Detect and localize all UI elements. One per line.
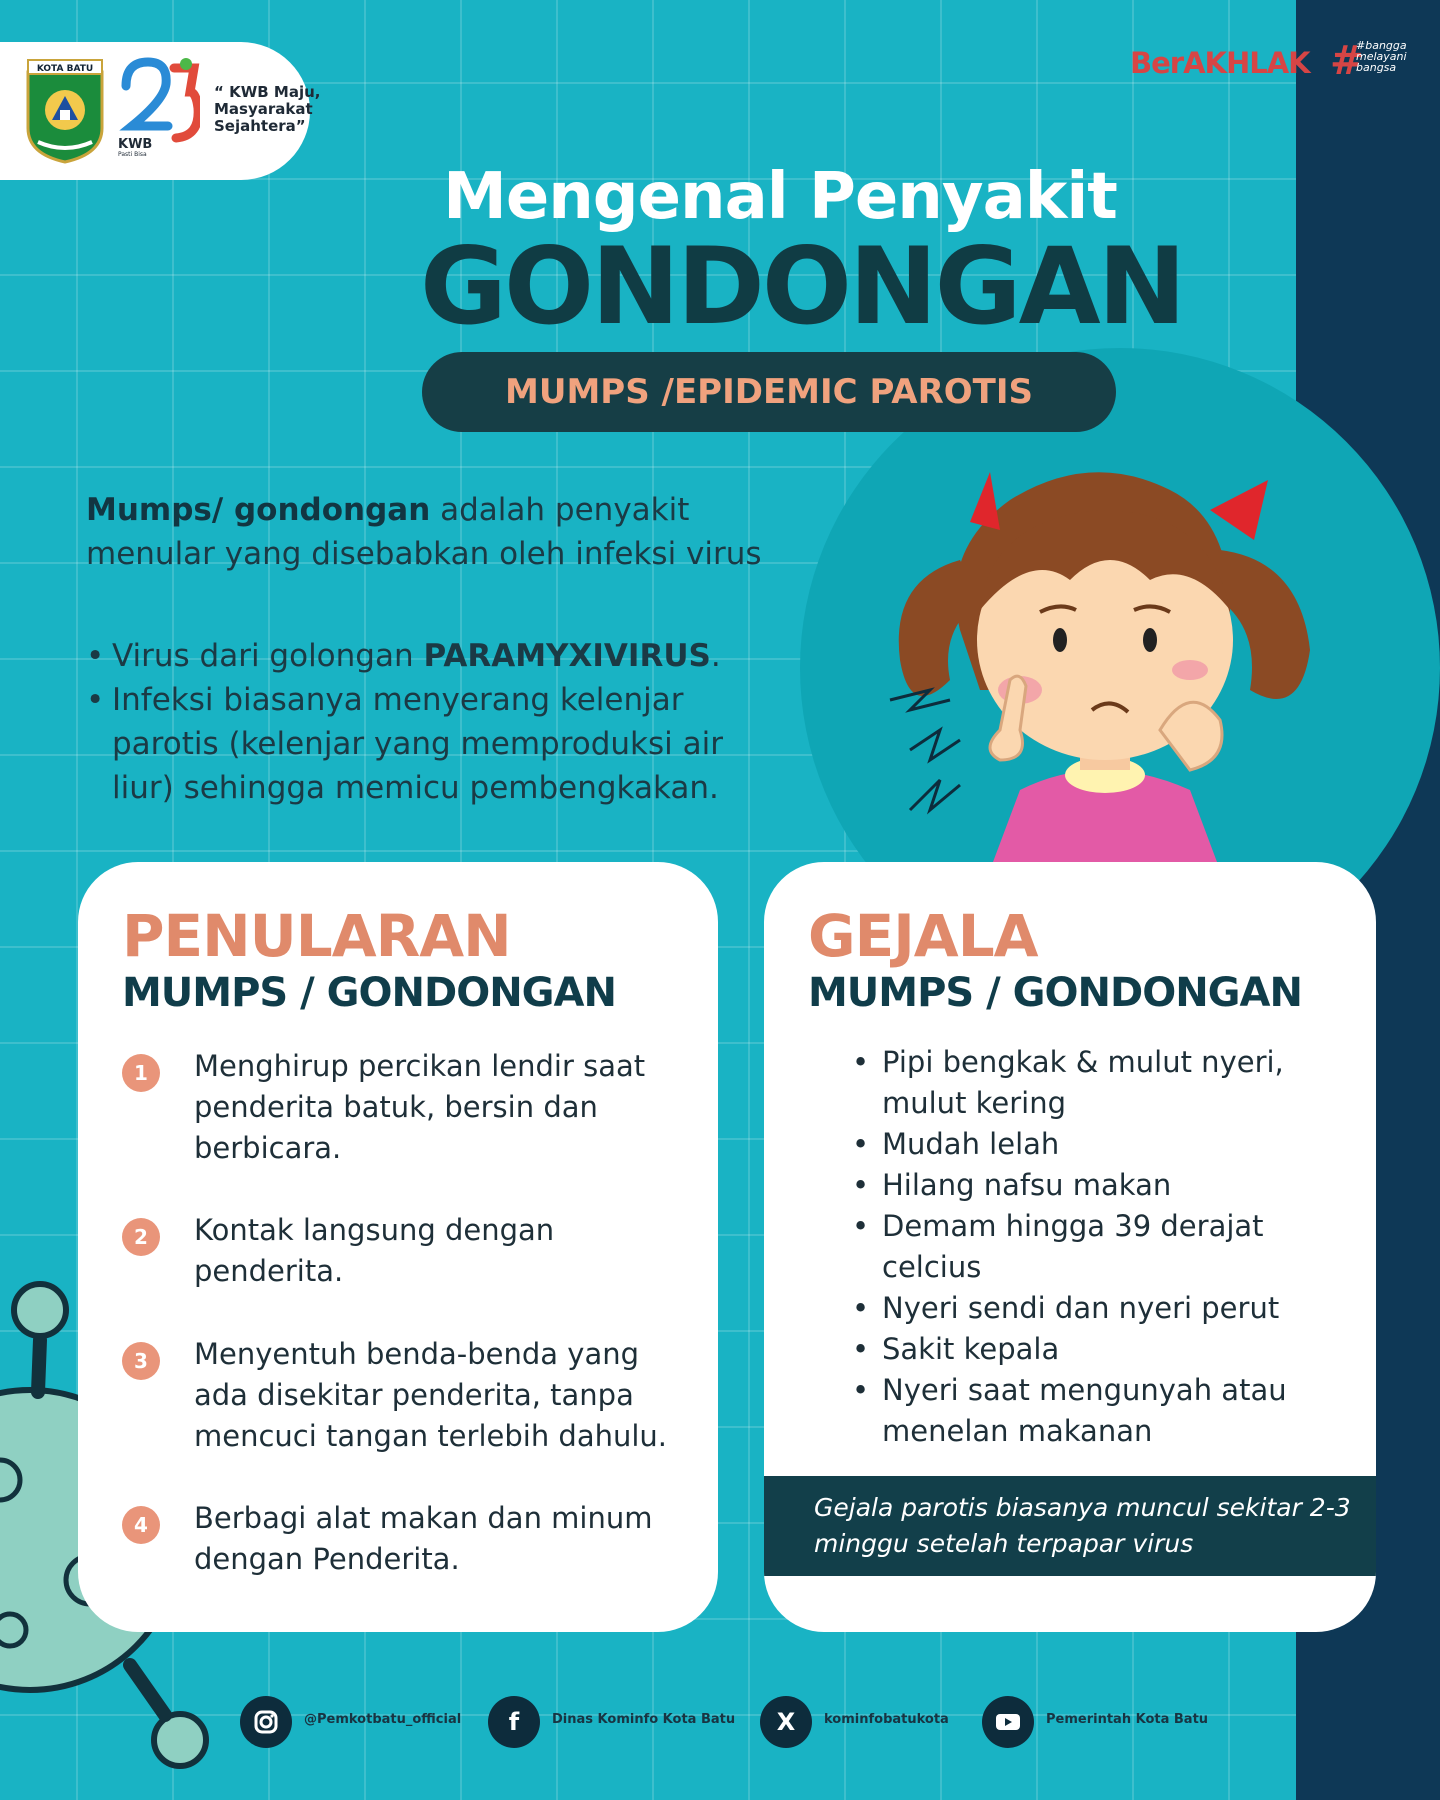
gejala-list — [852, 1042, 1352, 1452]
slogan: “ KWB Maju, Masyarakat Sejahtera” — [214, 83, 321, 135]
anniversary-label: KWB — [118, 137, 153, 152]
intro-bullet-1: • Virus dari golongan PARAMYXIVIRUS. — [86, 634, 786, 678]
intro-text: adalah penyakit menular yang disebabkan oleh infeksi virus — [86, 492, 762, 572]
youtube-icon — [982, 1696, 1034, 1748]
gejala-item: • Hilang nafsu makan — [852, 1165, 1352, 1206]
intro-bullet-2: • Infeksi biasanya menyerang kelenjar parotis (kelenjar yang memproduksi air liur) sehingga memicu pembengkakan. — [86, 678, 786, 810]
crest-icon — [24, 58, 106, 164]
penularan-item-text: Kontak langsung dengan penderita. — [194, 1213, 555, 1288]
gejala-note: Gejala parotis biasanya muncul sekitar 2-3 minggu setelah terpapar virus — [814, 1493, 1351, 1558]
number-badge: 4 — [122, 1506, 160, 1544]
gejala-item: • Nyeri saat mengunyah atau menelan makanan — [852, 1370, 1352, 1452]
intro-bullets — [86, 634, 786, 810]
youtube-handle: Pemerintah Kota Batu — [1046, 1712, 1209, 1727]
penularan-item-text: Berbagi alat makan dan minum dengan Penderita. — [194, 1501, 653, 1576]
gejala-note-box — [764, 1476, 1376, 1576]
penularan-item-text: Menghirup percikan lendir saat penderita batuk, bersin dan berbicara. — [194, 1049, 646, 1165]
penularan-subheading: MUMPS / GONDONGAN — [122, 970, 616, 1016]
anniversary-sub: Pasti Bisa — [118, 151, 147, 156]
gejala-heading: GEJALA — [808, 902, 1038, 970]
title-line-1: Mengenal Penyakit — [443, 160, 1117, 234]
title-line-2: GONDONGAN — [420, 225, 1184, 348]
instagram-icon — [240, 1696, 292, 1748]
sick-girl-illustration — [870, 430, 1390, 870]
x-handle: kominfobatukota — [824, 1712, 949, 1727]
facebook-icon: f — [488, 1696, 540, 1748]
penularan-heading: PENULARAN — [122, 902, 511, 970]
crest-label: KOTA BATU — [36, 64, 94, 74]
gejala-item: • Pipi bengkak & mulut nyeri, mulut kering — [852, 1042, 1352, 1124]
penularan-card — [78, 862, 718, 1632]
number-badge: 2 — [122, 1218, 160, 1256]
brand-berakhlak: BerAKHLAK — [1130, 46, 1310, 80]
gejala-item: • Mudah lelah — [852, 1124, 1352, 1165]
number-badge: 1 — [122, 1054, 160, 1092]
hashtag-text: #bangga melayani bangsa — [1356, 39, 1407, 74]
subtitle-pill: MUMPS /EPIDEMIC PAROTIS — [422, 352, 1116, 432]
instagram-handle: @Pemkotbatu_official — [304, 1712, 462, 1727]
intro-paragraph — [86, 488, 776, 576]
gejala-item: • Demam hingga 39 derajat celcius — [852, 1206, 1352, 1288]
gejala-card — [764, 862, 1376, 1632]
svg-text:#: # — [1330, 38, 1364, 82]
gejala-subheading: MUMPS / GONDONGAN — [808, 970, 1302, 1016]
facebook-handle: Dinas Kominfo Kota Batu — [552, 1712, 736, 1727]
x-icon: X — [760, 1696, 812, 1748]
intro-bold: Mumps/ gondongan — [86, 492, 431, 528]
gejala-item: • Sakit kepala — [852, 1329, 1352, 1370]
gejala-item: • Nyeri sendi dan nyeri perut — [852, 1288, 1352, 1329]
anniversary-logo — [116, 56, 200, 156]
penularan-item-text: Menyentuh benda-benda yang ada disekitar penderita, tanpa mencuci tangan terlebih dahulu. — [194, 1337, 668, 1453]
number-badge: 3 — [122, 1342, 160, 1380]
